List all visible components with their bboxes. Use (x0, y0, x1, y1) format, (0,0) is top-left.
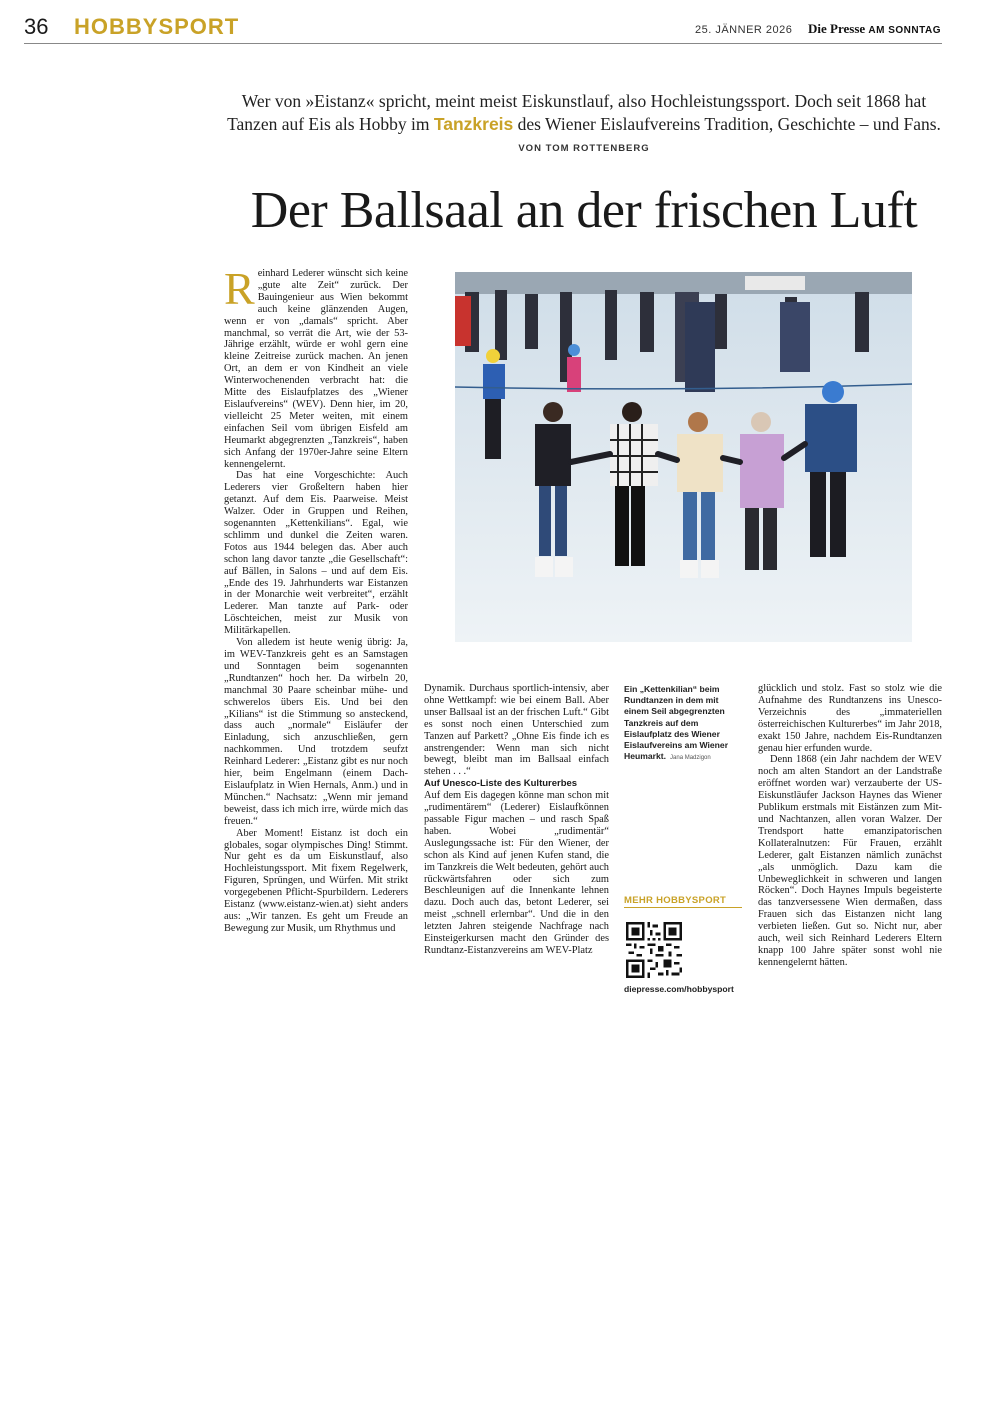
intro-text (218, 90, 950, 136)
header-rule (24, 43, 942, 44)
qr-code-icon[interactable] (626, 922, 682, 978)
issue-date: 25. JÄNNER 2026 (695, 24, 793, 36)
page-number: 36 (24, 14, 49, 39)
photo-caption (624, 684, 742, 764)
intro-highlight: Tanzkreis (433, 114, 514, 134)
paragraph: Von alledem ist heute wenig übrig: Ja, im WEV-Tanzkreis geht es an Samstagen und Sonntagen beim sogenannten „Rundtanzen“ hoch her. Da wirbeln 20, manchmal 30 Paare scheinbar mühe- und schwerelos übers Eis. Und bei den „Kilians“ ist die Stimmung so ansteckend, dass auch „normale“ Eisläufer der Einladung, sich anzuschließen, gern nachkommen. Und trotzdem seufzt Reinhard Lederer: „Eistanz gibt es nur noch hier, beim Engelmann (einem Dach-Eislaufplatz in Wien Hernals, Anm.) und in München.“ Nachsatz: „Wenn mir jemand beweist, dass ich mich irre, würde mich das freuen.“ (224, 637, 408, 827)
caption-text: Ein „Kettenkilian“ beim Rundtanzen in dem mit einem Seil abgegrenzten Tanzkreis auf dem Eislaufplatz des Wiener Eislaufvereins am Wiener Heumarkt. (624, 684, 729, 762)
article-subhead: Auf Unesco-Liste des Kulturerbes (424, 778, 578, 790)
intro-part1: Wer von »Eistanz« spricht, meint meist Eiskunstlauf, also Hochleistungssport. Doch seit 1868 hat Tanzen auf Eis als Hobby im (227, 91, 927, 134)
more-link[interactable]: diepresse.com/hobbysport (624, 984, 734, 994)
brand-name: Die Presse (808, 21, 866, 36)
paragraph: glücklich und stolz. Fast so stolz wie die Aufnahme des Rundtanzens ins Unesco-Verzeichnis des „immateriellen österreichischen Kulturerbes“ im Jahr 2018, exakt 150 Jahre, nachdem Eis-Rundtanzen genau hier erfunden wurde. (758, 683, 942, 754)
byline: VON TOM ROTTENBERG (518, 143, 650, 154)
paragraph: Dynamik. Durchaus sportlich-intensiv, aber ohne Wettkampf: wie bei einem Ball. Aber unser Ballsaal ist an der frischen Luft.“ Gibt es sonst noch einen Unterschied zum Tanzen auf Parkett? „Ohne Eis finde ich es anstrengender: Wenn man sich nicht bewegt, bleibt man im Ballsaal einfach stehen . . .“ (424, 683, 609, 778)
paragraph: Auf dem Eis dagegen könne man schon mit „rudimentärem“ (Lederer) Eislaufkönnen passable Figur machen – und rasch Spaß haben. Wobei „rudimentär“ Auslegungssache ist: Für den Wiener, der schon als Kind auf jenen Kufen stand, die im Tanzkreis die Welt bedeuten, gehört auch rückwärtsfahren oder sich zum Beschleunigen auf die Innenkante lehnen dazu. Doch auch das, betont Lederer, sei meist „schnell erlernbar“. Und die in den letzten Jahren steigende Nachfrage nach Einsteigerkursen macht den Gründer des Rundtanz-Eistanzvereins am WEV-Platz (424, 790, 609, 956)
article-column-1 (224, 263, 408, 935)
brand-logo (808, 21, 941, 37)
more-rule (624, 907, 742, 908)
intro-part2: des Wiener Eislaufvereins Tradition, Geschichte – und Fans. (513, 114, 941, 134)
article-photo (455, 272, 912, 642)
paragraph: einhard Lederer wünscht sich keine „gute alte Zeit“ zurück. Der Bauingenieur aus Wien bekommt auch keine glänzenden Augen, wenn er von „damals“ spricht. Aber manchmal, so verrät die Art, wie der 53-Jährige erzählt, würde er wohl gern eine kleine Zeitreise zurück machen. An jenen Ort, an dem er von Kindheit an viele Winterwochenenden verbracht hat: die Mitte des Eislaufplatzes des „Wiener Eislaufvereins“ (WEV). Denn hier, im 20, vielleicht 25 Meter weiten, mit einem einfachen Seil vom übrigen Eisfeld am Heumarkt abgegrenzten „Tanzkreis“, haben sich Anfang der 1970er-Jahre seine Eltern kennengelernt. (224, 268, 408, 470)
paragraph: Aber Moment! Eistanz ist doch ein globales, sogar olympisches Ding! Stimmt. Nur geht es da um Eiskunstlauf, also Hochleistungssport. Mit fixem Regelwerk, Figuren, Sprüngen, und Würfen. Mit strikt vorgegebenen Pflicht-Spurbildern. Lederers Eistanz (www.eistanz-wien.at) sieht anders aus: „Wir tanzen. Es geht um Freude an Bewegung zur Musik, um Rhythmus und (224, 827, 408, 934)
photo-credit: Jana Madzigon (670, 755, 711, 762)
article-column-4 (758, 683, 942, 969)
brand-sub: AM SONNTAG (868, 25, 941, 36)
article-column-2 (424, 683, 609, 957)
more-section-title: MEHR HOBBYSPORT (624, 895, 727, 906)
headline: Der Ballsaal an der frischen Luft (250, 182, 918, 239)
drop-cap: R (224, 263, 255, 314)
paragraph: Denn 1868 (ein Jahr nachdem der WEV noch am alten Standort an der Landstraße eröffnet worden war) verzauberte der US-Eiskunstläufer Jackson Haynes das Wiener Publikum erstmals mit Eistänzen zum Mit- und Nachtanzen, allen voran Walzer. Der Trendsport hatte emanzipatorischen Kollateralnutzen: Für Frauen, erzählt Lederer, galt Eistanzen nämlich zunächst „als unmöglich. Dazu kam die Unbeweglichkeit in schweren und langen Röcken“. Doch Haynes Impuls begeisterte das tanzversessene Wien dermaßen, dass Frauen sich das Eistanzen nicht lang verbieten ließen. Gut so. Nicht nur, aber auch, weil sich Reinhard Lederers Eltern knapp 100 Jahre später sonst wohl nie kennengelernt hätten. (758, 754, 942, 968)
section-title: HOBBYSPORT (74, 14, 240, 39)
paragraph: Das hat eine Vorgeschichte: Auch Lederers vier Großeltern haben hier getanzt. Auf dem Eis. Paarweise. Meist Walzer. Oder in Gruppen und Reihen, sogenannten „Kettenkilians“. Egal, wie schlimm und dunkel die Zeiten waren. Fotos aus 1944 belegen das. Aber auch schon lang davor tanzte „die Gesellschaft“: auf Bällen, in Salons – und auf dem Eis. „Ende des 19. Jahrhunderts war Eistanzen in der Monarchie weit verbreitet“, erzählt Lederer. Man tanzte auf Park- oder Löschteichen, meist zur Musik von Militärkapellen. (224, 470, 408, 637)
